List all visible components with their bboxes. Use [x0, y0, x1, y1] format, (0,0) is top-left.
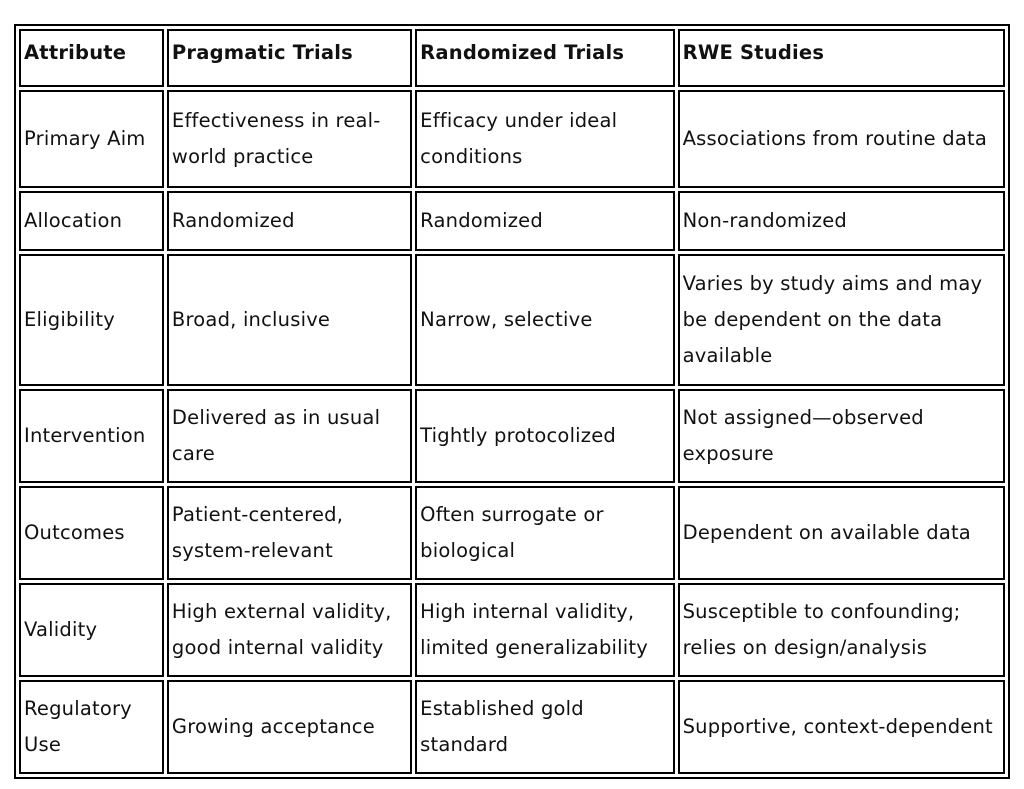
cell-pragmatic: Delivered as in usual care — [167, 389, 412, 483]
cell-pragmatic: High external validity, good internal validity — [167, 583, 412, 677]
cell-randomized: Randomized — [415, 191, 674, 251]
cell-rwe: Supportive, context-dependent — [678, 680, 1005, 774]
cell-pragmatic: Randomized — [167, 191, 412, 251]
cell-rwe: Associations from routine data — [678, 90, 1005, 188]
cell-pragmatic: Broad, inclusive — [167, 254, 412, 386]
table-row-primary-aim — [19, 90, 1005, 188]
header-randomized-trials: Randomized Trials — [415, 29, 674, 87]
cell-rwe: Dependent on available data — [678, 486, 1005, 580]
table-row-eligibility — [19, 254, 1005, 386]
table-row-allocation — [19, 191, 1005, 251]
cell-pragmatic: Effectiveness in real-world practice — [167, 90, 412, 188]
cell-attribute: Outcomes — [19, 486, 164, 580]
table-row-validity — [19, 583, 1005, 677]
cell-attribute: Intervention — [19, 389, 164, 483]
cell-randomized: Tightly protocolized — [415, 389, 674, 483]
cell-rwe: Non-randomized — [678, 191, 1005, 251]
cell-attribute: Regulatory Use — [19, 680, 164, 774]
cell-randomized: Often surrogate or biological — [415, 486, 674, 580]
cell-randomized: Established gold standard — [415, 680, 674, 774]
cell-rwe: Varies by study aims and may be dependent on the data available — [678, 254, 1005, 386]
study-types-comparison-table — [14, 24, 1010, 779]
header-pragmatic-trials: Pragmatic Trials — [167, 29, 412, 87]
cell-attribute: Eligibility — [19, 254, 164, 386]
cell-attribute: Validity — [19, 583, 164, 677]
cell-rwe: Not assigned—observed exposure — [678, 389, 1005, 483]
header-attribute: Attribute — [19, 29, 164, 87]
cell-attribute: Allocation — [19, 191, 164, 251]
table-row-outcomes — [19, 486, 1005, 580]
comparison-table-container — [14, 24, 1010, 779]
cell-attribute: Primary Aim — [19, 90, 164, 188]
cell-pragmatic: Patient-centered, system-relevant — [167, 486, 412, 580]
cell-randomized: Efficacy under ideal conditions — [415, 90, 674, 188]
cell-rwe: Susceptible to confounding; relies on design/analysis — [678, 583, 1005, 677]
cell-randomized: High internal validity, limited generalizability — [415, 583, 674, 677]
header-rwe-studies: RWE Studies — [678, 29, 1005, 87]
cell-randomized: Narrow, selective — [415, 254, 674, 386]
cell-pragmatic: Growing acceptance — [167, 680, 412, 774]
header-row — [19, 29, 1005, 87]
table-row-intervention — [19, 389, 1005, 483]
table-row-regulatory-use — [19, 680, 1005, 774]
